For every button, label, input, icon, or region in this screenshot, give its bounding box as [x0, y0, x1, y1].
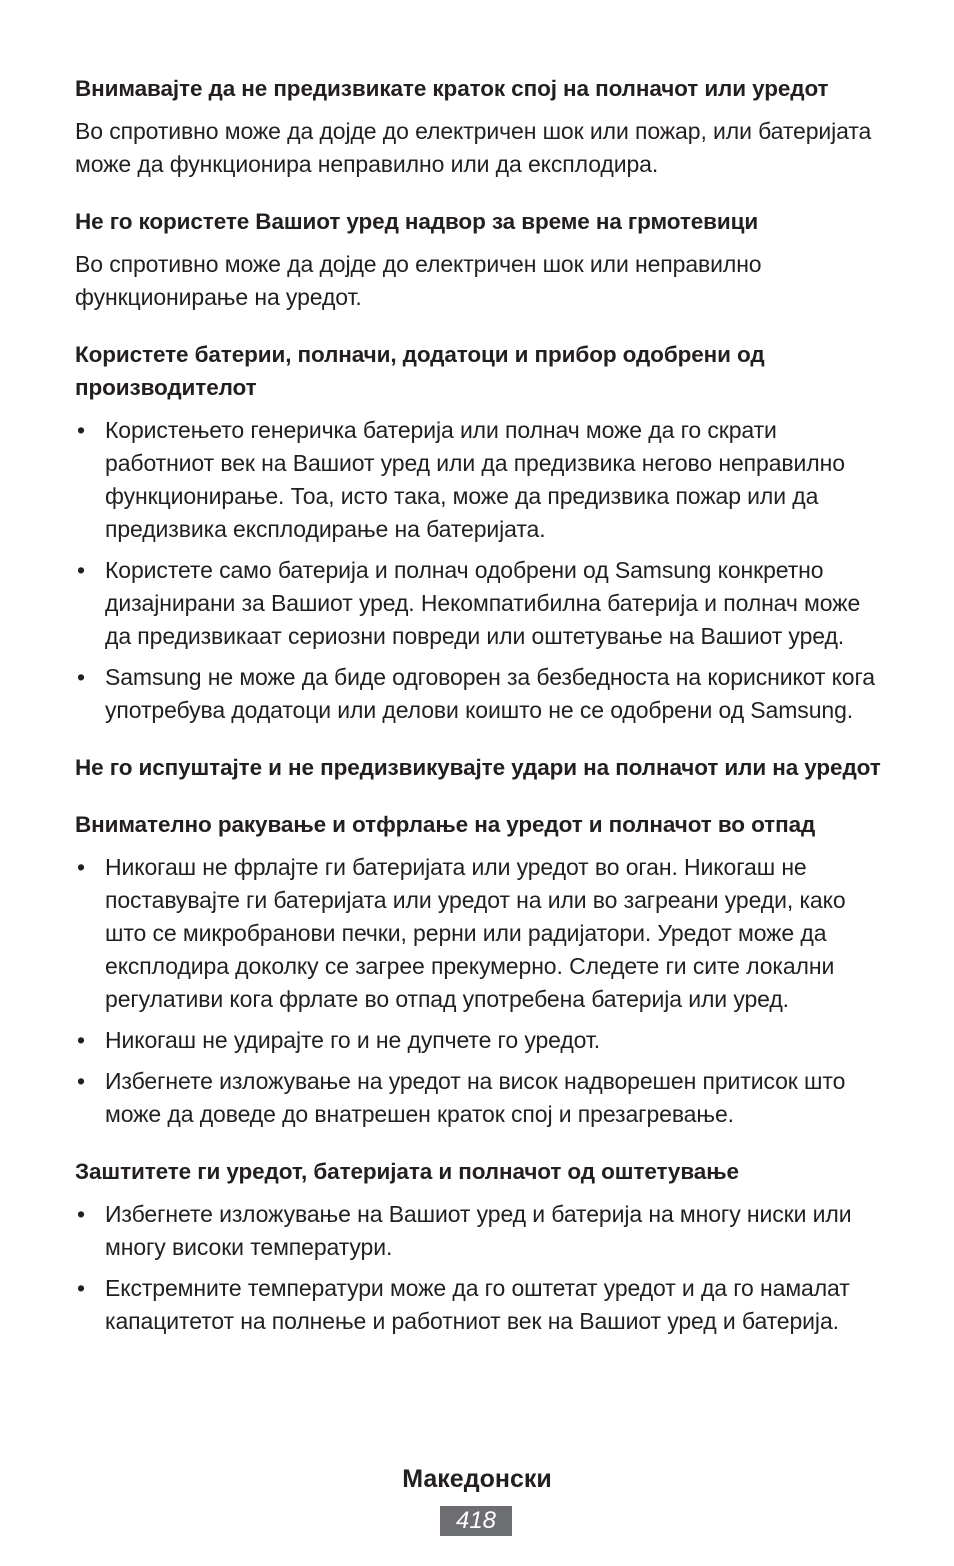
section-paragraph: Во спротивно може да дојде до електричен шок или неправилно функционирање на уредот. [75, 251, 762, 310]
bullet-icon: • [77, 664, 85, 690]
list-item [75, 851, 885, 1016]
list-item-text: Користењето генеричка батерија или полнач може да го скрати работниот век на Вашиот уред или да предизвика негово неправилно функционирање. Тоа, исто така, може да предизвика пожар или да предизвика експлодирање на батеријата. [105, 417, 845, 542]
list-item-text: Избегнете изложување на Вашиот уред и батерија на многу ниски или многу високи температури. [105, 1201, 852, 1260]
section-heading: Не го испуштајте и не предизвикувајте удари на полначот или на уредот [75, 755, 881, 780]
section-heading: Користете батерии, полначи, додатоци и прибор одобрени од производителот [75, 342, 765, 400]
list-item-text: Никогаш не удирајте го и не дупчете го уредот. [105, 1027, 601, 1053]
section-heading: Заштитете ги уредот, батеријата и полначот од оштетување [75, 1159, 739, 1184]
list-item-text: Користете само батерија и полнач одобрени од Samsung конкретно дизајнирани за Вашиот уред. Некомпатибилна батерија и полнач може да предизвикаат сериозни повреди или оштетување на Вашиот уред. [105, 557, 861, 649]
list-item [75, 414, 885, 546]
section-heading: Не го користете Вашиот уред надвор за време на грмотевици [75, 209, 759, 234]
list-item [75, 661, 885, 727]
section-drop-impact [75, 751, 885, 784]
bullet-list [75, 414, 885, 727]
section-heading: Внимавајте да не предизвикате краток спој на полначот или уредот [75, 76, 829, 101]
document-body [75, 72, 885, 1362]
list-item [75, 1024, 885, 1057]
section-paragraph: Во спротивно може да дојде до електричен шок или пожар, или батеријата може да функционира неправилно или да експлодира. [75, 118, 872, 177]
list-item [75, 554, 885, 653]
bullet-list [75, 1198, 885, 1338]
bullet-icon: • [77, 1068, 85, 1094]
bullet-icon: • [77, 557, 85, 583]
section-handling-disposal [75, 808, 885, 1131]
bullet-list [75, 851, 885, 1131]
section-thunderstorm [75, 205, 885, 314]
bullet-icon: • [77, 417, 85, 443]
list-item-text: Никогаш не фрлајте ги батеријата или уредот во оган. Никогаш не поставувајте ги батеријата или уредот на или во загреани уреди, како што се микробранови печки, рерни или радијатори. Уредот може да експлодира доколку се загрее прекумерно. Следете ги сите локални регулативи кога фрлате во отпад употребена батерија или уред. [105, 854, 846, 1012]
bullet-icon: • [77, 1201, 85, 1227]
list-item [75, 1065, 885, 1131]
section-approved-accessories [75, 338, 885, 727]
list-item [75, 1272, 885, 1338]
footer-language: Македонски [402, 1465, 552, 1493]
section-heading: Внимателно ракување и отфрлање на уредот и полначот во отпад [75, 812, 816, 837]
section-short-circuit [75, 72, 885, 181]
list-item [75, 1198, 885, 1264]
bullet-icon: • [77, 854, 85, 880]
list-item-text: Samsung не може да биде одговорен за безбедноста на корисникот кога употребува додатоци или делови коишто не се одобрени од Samsung. [105, 664, 875, 723]
bullet-icon: • [77, 1275, 85, 1301]
list-item-text: Екстремните температури може да го оштетат уредот и да го намалат капацитетот на полнење и работниот век на Вашиот уред и батерија. [105, 1275, 850, 1334]
page-number: 418 [440, 1506, 512, 1536]
list-item-text: Избегнете изложување на уредот на висок надворешен притисок што може да доведе до внатрешен краток спој и презагревање. [105, 1068, 846, 1127]
section-protect-device [75, 1155, 885, 1338]
bullet-icon: • [77, 1027, 85, 1053]
